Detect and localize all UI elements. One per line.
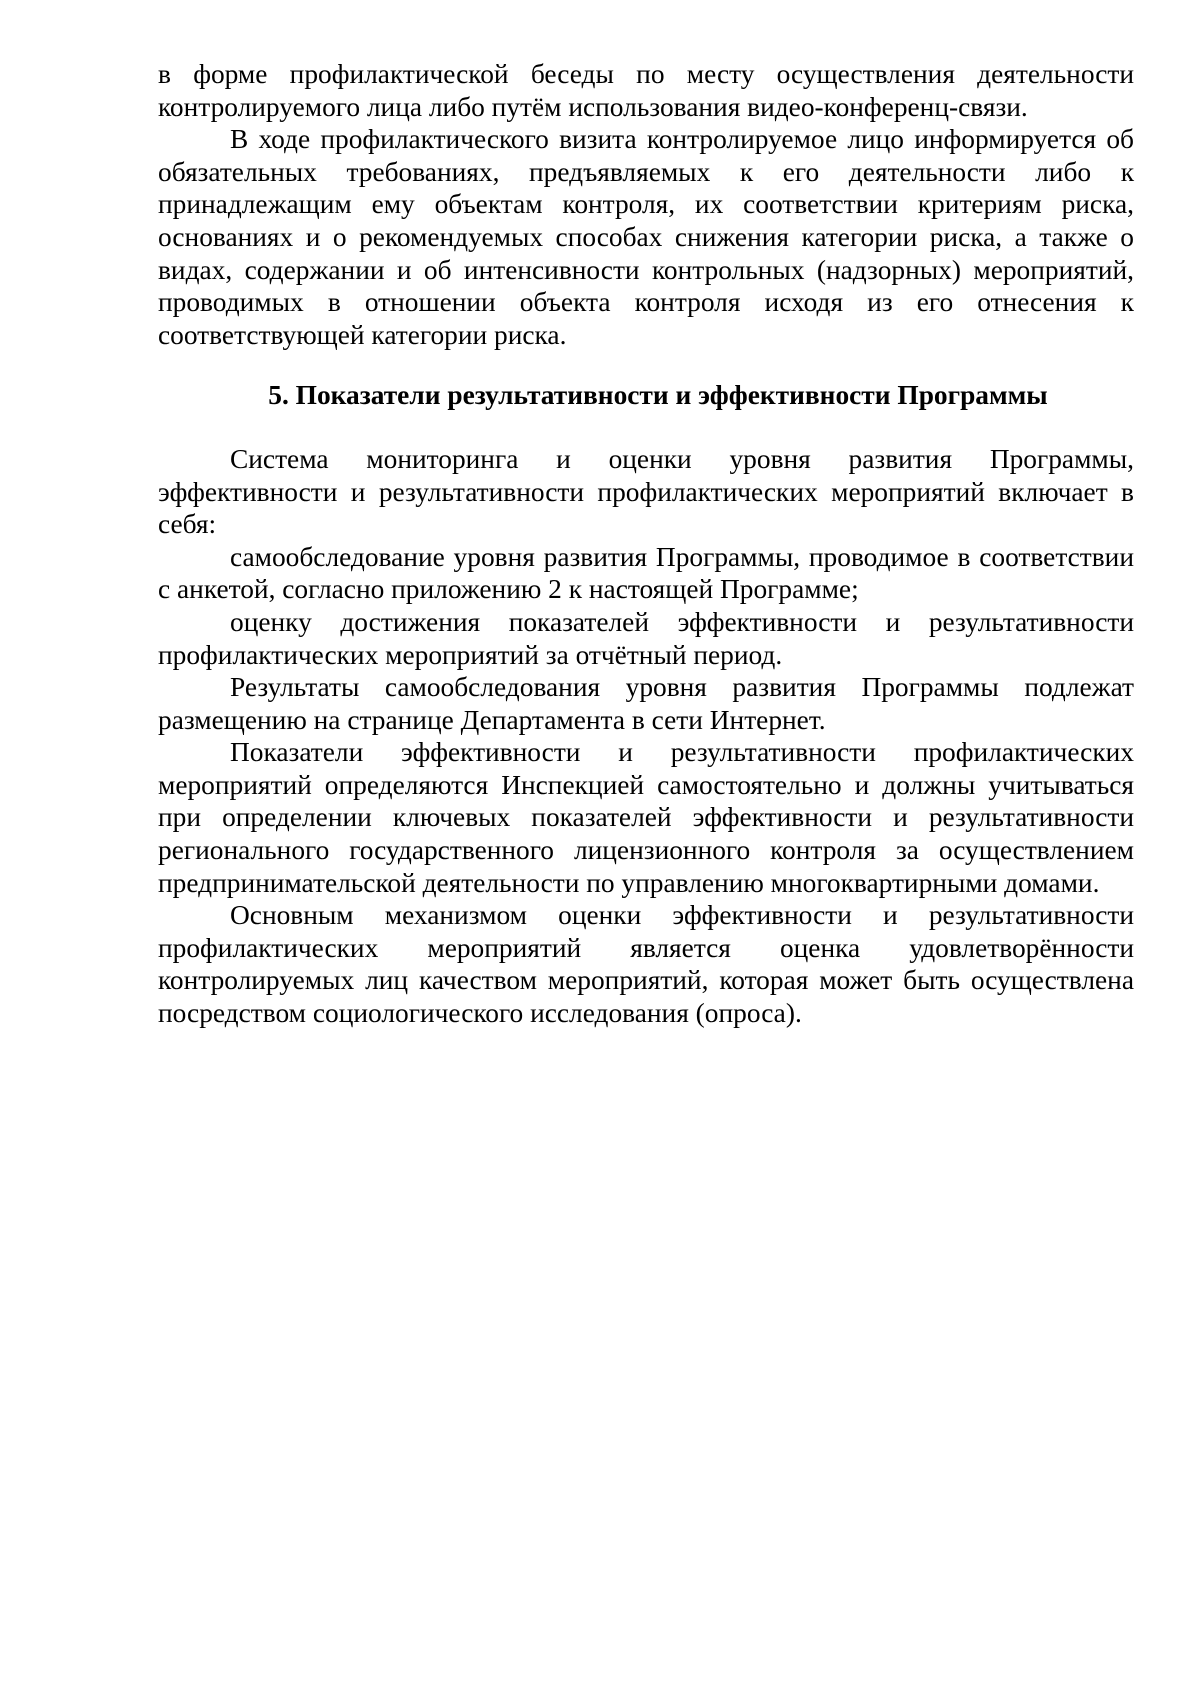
paragraph-continuation: в форме профилактической беседы по месту осуществления деятельности контролируемого лица либо путём использования видео-конференц-связи. xyxy=(158,59,1134,122)
paragraph-visit-info: В ходе профилактического визита контролируемое лицо информируется об обязательных требованиях, предъявляемых к его деятельности либо к принадлежащим ему объектам контроля, их соответствии критериям риска, основаниях и о рекомендуемых способах снижения категории риска, а также о видах, содержании и об интенсивности контрольных (надзорных) мероприятий, проводимых в отношении объекта контроля исходя из его отнесения к соответствующей категории риска. xyxy=(158,124,1134,350)
paragraph-self-assessment: самообследование уровня развития Программы, проводимое в соответствии с анкетой, согласно приложению 2 к настоящей Программе; xyxy=(158,541,1134,605)
spacer xyxy=(158,412,1134,443)
paragraph-monitoring-system: Система мониторинга и оценки уровня развития Программы, эффективности и результативности профилактических мероприятий включает в себя: xyxy=(158,443,1134,540)
spacer xyxy=(158,351,1134,379)
paragraph-results-publication: Результаты самообследования уровня развития Программы подлежат размещению на странице Департамента в сети Интернет. xyxy=(158,672,1134,735)
paragraph-indicators-definition: Показатели эффективности и результативности профилактических мероприятий определяются Инспекцией самостоятельно и должны учитываться при определении ключевых показателей эффективности и результативности регионального государственного лицензионного контроля за осуществлением предпринимательской деятельности по управлению многоквартирными домами. xyxy=(158,737,1134,898)
paragraph-indicator-assessment: оценку достижения показателей эффективности и результативности профилактических мероприятий за отчётный период. xyxy=(158,606,1134,670)
section-heading: 5. Показатели результативности и эффективности Программы xyxy=(268,380,1048,411)
document-page xyxy=(158,58,1134,1030)
paragraph-evaluation-mechanism: Основным механизмом оценки эффективности и результативности профилактических мероприятий является оценка удовлетворённости контролируемых лиц качеством мероприятий, которая может быть осуществлена посредством социологического исследования (опроса). xyxy=(158,900,1134,1029)
